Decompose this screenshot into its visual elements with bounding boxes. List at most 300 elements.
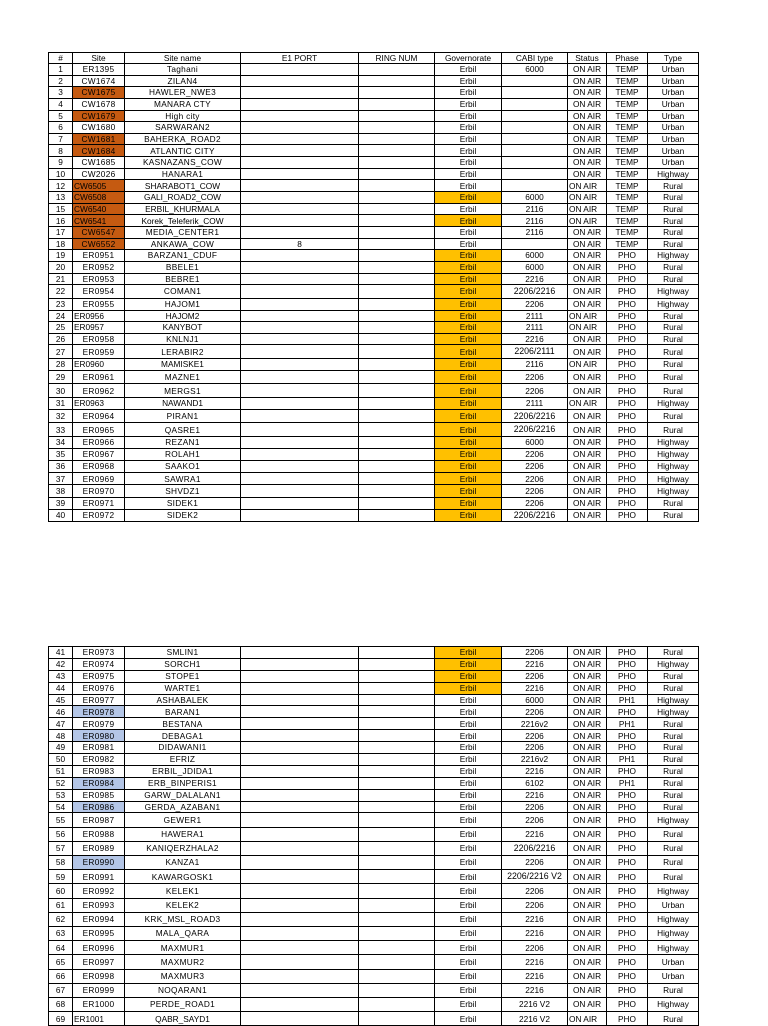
status-cell: ON AIR (568, 298, 607, 310)
type-cell: Urban (648, 87, 699, 99)
row-number-cell: 25 (49, 322, 73, 334)
phase-cell: PHO (607, 742, 648, 754)
site-id-cell: ER0954 (73, 285, 125, 299)
table-row (49, 955, 699, 969)
ring-num-cell (359, 898, 435, 912)
row-number-cell: 10 (49, 168, 73, 180)
site-name-cell: KELEK2 (125, 898, 241, 912)
ring-num-cell (359, 682, 435, 694)
e1-port-cell (241, 473, 359, 485)
phase-cell: PHO (607, 460, 648, 472)
table-row (49, 497, 699, 509)
site-id-cell: ER0964 (73, 409, 125, 423)
type-cell: Rural (648, 423, 699, 437)
table-row (49, 813, 699, 827)
type-cell: Highway (648, 398, 699, 410)
status-cell: ON AIR (568, 997, 607, 1011)
status-cell: ON AIR (568, 682, 607, 694)
type-cell: Highway (648, 997, 699, 1011)
ring-num-cell (359, 250, 435, 262)
table-row (49, 473, 699, 485)
site-id-cell: ER0959 (73, 345, 125, 359)
site-id-cell: CW1674 (73, 75, 125, 87)
status-cell: ON AIR (568, 273, 607, 285)
e1-port-cell (241, 789, 359, 801)
table-row (49, 64, 699, 76)
cabi-type-cell: 2206 (502, 473, 568, 485)
cabi-type-cell: 2206 (502, 941, 568, 955)
phase-cell: TEMP (607, 110, 648, 122)
status-cell: ON AIR (568, 448, 607, 460)
phase-cell: PHO (607, 345, 648, 359)
site-name-cell: SORCH1 (125, 658, 241, 670)
e1-port-cell (241, 437, 359, 449)
governorate-cell: Erbil (435, 238, 502, 250)
site-id-cell: ER0985 (73, 789, 125, 801)
type-cell: Highway (648, 460, 699, 472)
site-id-cell: CW6540 (73, 203, 125, 215)
type-cell: Rural (648, 226, 699, 238)
e1-port-cell (241, 398, 359, 410)
status-cell: ON AIR (568, 238, 607, 250)
governorate-cell: Erbil (435, 87, 502, 99)
table-body (49, 64, 699, 522)
table-row (49, 75, 699, 87)
phase-cell: PHO (607, 955, 648, 969)
cabi-type-cell (502, 238, 568, 250)
site-name-cell: WARTE1 (125, 682, 241, 694)
table-header (49, 53, 699, 64)
table-row (49, 742, 699, 754)
site-id-cell: ER0981 (73, 742, 125, 754)
cabi-type-cell: 2216v2 (502, 754, 568, 766)
header-site-name: Site name (125, 53, 241, 64)
phase-cell: PHO (607, 370, 648, 384)
phase-cell: TEMP (607, 98, 648, 110)
phase-cell: TEMP (607, 215, 648, 227)
phase-cell: TEMP (607, 157, 648, 169)
e1-port-cell (241, 718, 359, 730)
header-phase: Phase (607, 53, 648, 64)
phase-cell: TEMP (607, 133, 648, 145)
row-number-cell: 3 (49, 87, 73, 99)
ring-num-cell (359, 706, 435, 718)
site-name-cell: Taghani (125, 64, 241, 76)
row-number-cell: 40 (49, 509, 73, 521)
table-row (49, 694, 699, 706)
cabi-type-cell: 2206/2216 (502, 409, 568, 423)
type-cell: Highway (648, 285, 699, 299)
type-cell: Highway (648, 473, 699, 485)
cabi-type-cell: 2206 (502, 742, 568, 754)
cabi-type-cell: 2206 (502, 813, 568, 827)
e1-port-cell (241, 912, 359, 926)
site-id-cell: ER0951 (73, 250, 125, 262)
site-name-cell: HAJOM1 (125, 298, 241, 310)
e1-port-cell (241, 670, 359, 682)
ring-num-cell (359, 765, 435, 777)
e1-port-cell (241, 215, 359, 227)
status-cell: ON AIR (568, 884, 607, 898)
site-id-cell: ER0961 (73, 370, 125, 384)
cabi-type-cell: 2216 (502, 827, 568, 841)
e1-port-cell (241, 754, 359, 766)
row-number-cell: 54 (49, 801, 73, 813)
cabi-type-cell: 2116 (502, 203, 568, 215)
governorate-cell: Erbil (435, 997, 502, 1011)
phase-cell: PHO (607, 658, 648, 670)
type-cell: Urban (648, 64, 699, 76)
phase-cell: PHO (607, 997, 648, 1011)
governorate-cell: Erbil (435, 801, 502, 813)
governorate-cell: Erbil (435, 203, 502, 215)
e1-port-cell (241, 64, 359, 76)
cabi-type-cell: 2216v2 (502, 718, 568, 730)
ring-num-cell (359, 473, 435, 485)
type-cell: Rural (648, 765, 699, 777)
site-name-cell: NAWAND1 (125, 398, 241, 410)
type-cell: Rural (648, 718, 699, 730)
phase-cell: PH1 (607, 694, 648, 706)
ring-num-cell (359, 670, 435, 682)
governorate-cell: Erbil (435, 345, 502, 359)
site-id-cell: ER0988 (73, 827, 125, 841)
status-cell: ON AIR (568, 333, 607, 345)
site-id-cell: ER0953 (73, 273, 125, 285)
ring-num-cell (359, 168, 435, 180)
cabi-type-cell: 2206 (502, 801, 568, 813)
ring-num-cell (359, 983, 435, 997)
table-row (49, 841, 699, 855)
ring-num-cell (359, 145, 435, 157)
row-number-cell: 35 (49, 448, 73, 460)
type-cell: Highway (648, 694, 699, 706)
row-number-cell: 8 (49, 145, 73, 157)
row-number-cell: 12 (49, 180, 73, 192)
governorate-cell: Erbil (435, 789, 502, 801)
status-cell: ON AIR (568, 64, 607, 76)
status-cell: ON AIR (568, 310, 607, 322)
e1-port-cell (241, 122, 359, 134)
row-number-cell: 18 (49, 238, 73, 250)
type-cell: Rural (648, 789, 699, 801)
governorate-cell: Erbil (435, 168, 502, 180)
site-id-cell: ER0984 (73, 777, 125, 789)
row-number-cell: 32 (49, 409, 73, 423)
phase-cell: PHO (607, 261, 648, 273)
governorate-cell: Erbil (435, 926, 502, 940)
site-name-cell: ZILAN4 (125, 75, 241, 87)
e1-port-cell (241, 884, 359, 898)
site-id-cell: ER0973 (73, 647, 125, 659)
site-name-cell: ANKAWA_COW (125, 238, 241, 250)
type-cell: Urban (648, 133, 699, 145)
type-cell: Rural (648, 730, 699, 742)
site-name-cell: ERBIL_JDIDA1 (125, 765, 241, 777)
ring-num-cell (359, 941, 435, 955)
table-row (49, 133, 699, 145)
site-id-cell: ER0974 (73, 658, 125, 670)
site-id-cell: ER0968 (73, 460, 125, 472)
table-row (49, 370, 699, 384)
row-number-cell: 9 (49, 157, 73, 169)
ring-num-cell (359, 345, 435, 359)
cabi-type-cell: 2216 (502, 969, 568, 983)
ring-num-cell (359, 157, 435, 169)
site-id-cell: ER0994 (73, 912, 125, 926)
status-cell: ON AIR (568, 261, 607, 273)
site-id-cell: CW6552 (73, 238, 125, 250)
ring-num-cell (359, 827, 435, 841)
e1-port-cell (241, 448, 359, 460)
site-name-cell: MAMISKE1 (125, 359, 241, 371)
governorate-cell: Erbil (435, 398, 502, 410)
cabi-type-cell: 6000 (502, 694, 568, 706)
e1-port-cell (241, 742, 359, 754)
header-status: Status (568, 53, 607, 64)
table-row (49, 706, 699, 718)
cabi-type-cell (502, 122, 568, 134)
phase-cell: PHO (607, 827, 648, 841)
e1-port-cell (241, 870, 359, 884)
site-id-cell: ER0983 (73, 765, 125, 777)
site-name-cell: KRK_MSL_ROAD3 (125, 912, 241, 926)
status-cell: ON AIR (568, 398, 607, 410)
row-number-cell: 17 (49, 226, 73, 238)
e1-port-cell (241, 841, 359, 855)
governorate-cell: Erbil (435, 658, 502, 670)
governorate-cell: Erbil (435, 827, 502, 841)
table-row (49, 898, 699, 912)
type-cell: Rural (648, 370, 699, 384)
site-name-cell: SMLIN1 (125, 647, 241, 659)
row-number-cell: 37 (49, 473, 73, 485)
ring-num-cell (359, 718, 435, 730)
cabi-type-cell: 6000 (502, 437, 568, 449)
cabi-type-cell: 2216 (502, 912, 568, 926)
ring-num-cell (359, 969, 435, 983)
governorate-cell: Erbil (435, 706, 502, 718)
e1-port-cell: 8 (241, 238, 359, 250)
type-cell: Rural (648, 261, 699, 273)
type-cell: Rural (648, 497, 699, 509)
phase-cell: PHO (607, 473, 648, 485)
e1-port-cell (241, 168, 359, 180)
ring-num-cell (359, 497, 435, 509)
table-row (49, 437, 699, 449)
type-cell: Urban (648, 969, 699, 983)
status-cell: ON AIR (568, 157, 607, 169)
table-row (49, 333, 699, 345)
site-name-cell: SIDEK1 (125, 497, 241, 509)
ring-num-cell (359, 64, 435, 76)
e1-port-cell (241, 856, 359, 870)
type-cell: Rural (648, 215, 699, 227)
governorate-cell: Erbil (435, 870, 502, 884)
governorate-cell: Erbil (435, 359, 502, 371)
type-cell: Rural (648, 203, 699, 215)
site-id-cell: ER0965 (73, 423, 125, 437)
type-cell: Urban (648, 110, 699, 122)
site-name-cell: MALA_QARA (125, 926, 241, 940)
header-site: Site (73, 53, 125, 64)
phase-cell: PHO (607, 884, 648, 898)
cabi-type-cell (502, 180, 568, 192)
ring-num-cell (359, 955, 435, 969)
type-cell: Rural (648, 827, 699, 841)
table-row (49, 870, 699, 884)
site-name-cell: KANZA1 (125, 856, 241, 870)
type-cell: Highway (648, 437, 699, 449)
site-id-cell: ER0960 (73, 359, 125, 371)
table-row (49, 359, 699, 371)
phase-cell: PH1 (607, 718, 648, 730)
type-cell: Rural (648, 310, 699, 322)
status-cell: ON AIR (568, 423, 607, 437)
cabi-type-cell (502, 145, 568, 157)
site-id-cell: CW6547 (73, 226, 125, 238)
type-cell: Highway (648, 448, 699, 460)
e1-port-cell (241, 157, 359, 169)
ring-num-cell (359, 926, 435, 940)
site-id-cell: CW6541 (73, 215, 125, 227)
site-name-cell: MAXMUR1 (125, 941, 241, 955)
governorate-cell: Erbil (435, 485, 502, 497)
row-number-cell: 28 (49, 359, 73, 371)
type-cell: Highway (648, 485, 699, 497)
cabi-type-cell: 6000 (502, 192, 568, 204)
table-row (49, 997, 699, 1011)
status-cell: ON AIR (568, 718, 607, 730)
table-row (49, 203, 699, 215)
governorate-cell: Erbil (435, 509, 502, 521)
governorate-cell: Erbil (435, 955, 502, 969)
phase-cell: TEMP (607, 64, 648, 76)
site-name-cell: SAWRA1 (125, 473, 241, 485)
phase-cell: PHO (607, 409, 648, 423)
row-number-cell: 47 (49, 718, 73, 730)
type-cell: Urban (648, 955, 699, 969)
cabi-type-cell: 2206 (502, 898, 568, 912)
phase-cell: PHO (607, 670, 648, 682)
phase-cell: PHO (607, 497, 648, 509)
table-row (49, 983, 699, 997)
site-name-cell: GALI_ROAD2_COW (125, 192, 241, 204)
status-cell: ON AIR (568, 754, 607, 766)
phase-cell: PHO (607, 322, 648, 334)
site-id-cell: CW1684 (73, 145, 125, 157)
site-id-cell: ER1395 (73, 64, 125, 76)
type-cell: Rural (648, 192, 699, 204)
e1-port-cell (241, 694, 359, 706)
type-cell: Rural (648, 1012, 699, 1026)
site-id-cell: ER0972 (73, 509, 125, 521)
governorate-cell: Erbil (435, 1012, 502, 1026)
governorate-cell: Erbil (435, 133, 502, 145)
ring-num-cell (359, 133, 435, 145)
table-row (49, 238, 699, 250)
e1-port-cell (241, 203, 359, 215)
row-number-cell: 42 (49, 658, 73, 670)
row-number-cell: 16 (49, 215, 73, 227)
table-row (49, 658, 699, 670)
governorate-cell: Erbil (435, 941, 502, 955)
site-name-cell: ERBIL_KHURMALA (125, 203, 241, 215)
cabi-type-cell: 2216 (502, 955, 568, 969)
site-name-cell: LERABIR2 (125, 345, 241, 359)
status-cell: ON AIR (568, 912, 607, 926)
type-cell: Highway (648, 658, 699, 670)
status-cell: ON AIR (568, 941, 607, 955)
phase-cell: PHO (607, 384, 648, 398)
e1-port-cell (241, 898, 359, 912)
cabi-type-cell: 6000 (502, 250, 568, 262)
row-number-cell: 56 (49, 827, 73, 841)
site-name-cell: HAWERA1 (125, 827, 241, 841)
status-cell: ON AIR (568, 110, 607, 122)
cabi-type-cell: 2206 (502, 884, 568, 898)
cabi-type-cell: 2206/2216 V2 (502, 870, 568, 884)
governorate-cell: Erbil (435, 192, 502, 204)
cabi-type-cell (502, 110, 568, 122)
governorate-cell: Erbil (435, 437, 502, 449)
site-id-cell: CW6505 (73, 180, 125, 192)
site-id-cell: ER0991 (73, 870, 125, 884)
type-cell: Rural (648, 345, 699, 359)
ring-num-cell (359, 215, 435, 227)
header-type: Type (648, 53, 699, 64)
site-name-cell: DEBAGA1 (125, 730, 241, 742)
governorate-cell: Erbil (435, 742, 502, 754)
type-cell: Rural (648, 273, 699, 285)
status-cell: ON AIR (568, 856, 607, 870)
cabi-type-cell: 2206 (502, 670, 568, 682)
governorate-cell: Erbil (435, 64, 502, 76)
site-name-cell: BEBRE1 (125, 273, 241, 285)
table-row (49, 398, 699, 410)
table-row (49, 647, 699, 659)
table-row (49, 215, 699, 227)
cabi-type-cell (502, 87, 568, 99)
status-cell: ON AIR (568, 647, 607, 659)
type-cell: Rural (648, 801, 699, 813)
type-cell: Rural (648, 180, 699, 192)
e1-port-cell (241, 98, 359, 110)
table-row (49, 448, 699, 460)
governorate-cell: Erbil (435, 226, 502, 238)
row-number-cell: 64 (49, 941, 73, 955)
table-row (49, 298, 699, 310)
cabi-type-cell: 2206 (502, 497, 568, 509)
type-cell: Rural (648, 856, 699, 870)
site-id-cell: ER0978 (73, 706, 125, 718)
governorate-cell: Erbil (435, 647, 502, 659)
e1-port-cell (241, 497, 359, 509)
e1-port-cell (241, 423, 359, 437)
site-id-cell: ER0986 (73, 801, 125, 813)
header-ring-num: RING NUM (359, 53, 435, 64)
status-cell: ON AIR (568, 955, 607, 969)
ring-num-cell (359, 110, 435, 122)
table-row (49, 777, 699, 789)
status-cell: ON AIR (568, 133, 607, 145)
row-number-cell: 59 (49, 870, 73, 884)
site-name-cell: BAHERKA_ROAD2 (125, 133, 241, 145)
site-name-cell: KANYBOT (125, 322, 241, 334)
status-cell: ON AIR (568, 827, 607, 841)
cabi-type-cell: 6102 (502, 777, 568, 789)
e1-port-cell (241, 310, 359, 322)
